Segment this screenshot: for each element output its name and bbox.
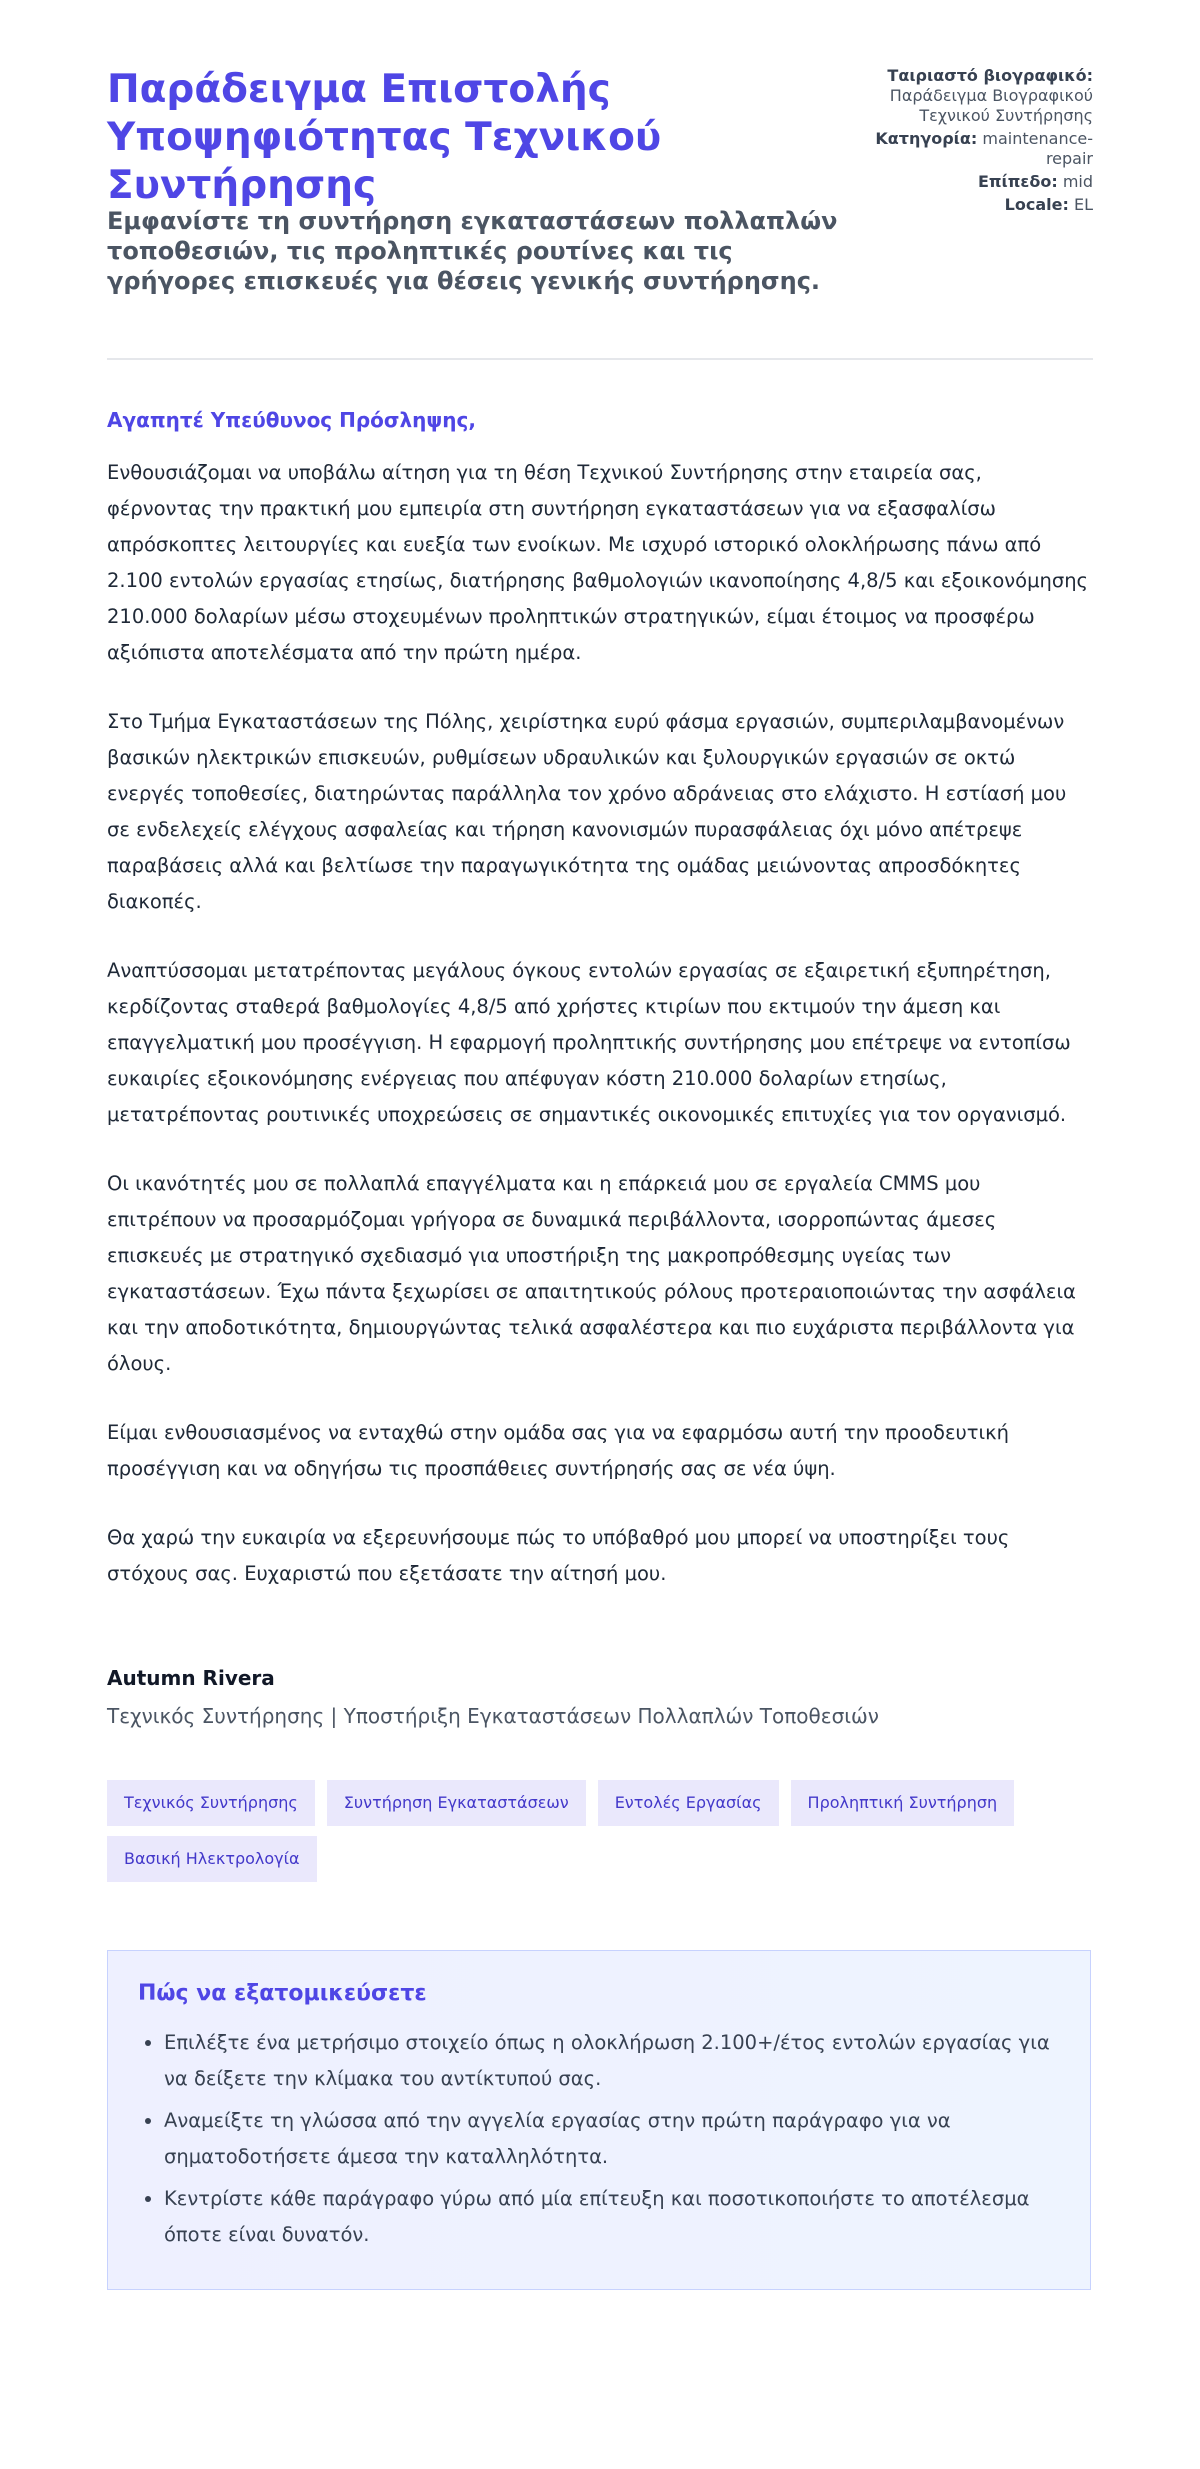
letter-paragraph: Ενθουσιάζομαι να υποβάλω αίτηση για τη θέση Τεχνικού Συντήρησης στην εταιρεία σας, φέρνοντας την πρακτική μου εμπειρία στη συντήρηση εγκαταστάσεων για να εξασφαλίσω απρόσκοπτες λειτουργίες και ευεξία των ενοίκων. Με ισχυρό ιστορικό ολοκλήρωσης πάνω από 2.100 εντολών εργασίας ετησίως, διατήρησης βαθμολογιών ικανοποίησης 4,8/5 και εξοικονόμησης 210.000 δολαρίων μέσω στοχευμένων προληπτικών στρατηγικών, είμαι έτοιμος να προσφέρω αξιόπιστα αποτελέσματα από την πρώτη ημέρα. [107, 461, 1088, 664]
tip-item: • Αναμείξτε τη γλώσσα από την αγγελία εργασίας στην πρώτη παράγραφο για να σηματοδοτήσετε άμεσα την καταλληλότητα. [164, 2103, 1060, 2175]
salutation: Αγαπητέ Υπεύθυνος Πρόσληψης, [107, 408, 476, 432]
letter-paragraph: Θα χαρώ την ευκαιρία να εξερευνήσουμε πώς το υπόβαθρό μου μπορεί να υποστηρίξει τους στόχους σας. Ευχαριστώ που εξετάσατε την αίτησή μου. [107, 1526, 1010, 1585]
letter-body [107, 455, 1093, 1592]
page-title: Παράδειγμα Επιστολής Υποψηφιότητας Τεχνικού Συντήρησης [107, 67, 662, 208]
tag: Τεχνικός Συντήρησης [107, 1780, 315, 1826]
tip-item: • Επιλέξτε ένα μετρήσιμο στοιχείο όπως η ολοκλήρωση 2.100+/έτος εντολών εργασίας για να δείξετε την κλίμακα του αντίκτυπού σας. [164, 2025, 1060, 2097]
customize-tips-list [138, 2025, 1060, 2253]
meta-resume-match-label: Ταιριαστό βιογραφικό: [887, 66, 1093, 85]
header-divider [107, 358, 1093, 360]
meta-locale-label: Locale: [1004, 195, 1069, 214]
meta-resume-match-value: Παράδειγμα Βιογραφικού Τεχνικού Συντήρησης [889, 86, 1093, 125]
meta-category [863, 129, 1093, 169]
meta-panel [863, 66, 1093, 218]
page-subtitle: Εμφανίστε τη συντήρηση εγκαταστάσεων πολλαπλών τοποθεσιών, τις προληπτικές ρουτίνες και τις γρήγορες επισκευές για θέσεις γενικής συντήρησης. [107, 207, 838, 295]
meta-level-label: Επίπεδο: [977, 172, 1058, 191]
tip-item: • Κεντρίστε κάθε παράγραφο γύρω από μία επίτευξη και ποσοτικοποιήστε το αποτέλεσμα όποτε είναι δυνατόν. [164, 2181, 1060, 2253]
tag: Προληπτική Συντήρηση [791, 1780, 1015, 1826]
header [107, 66, 1093, 358]
tag: Βασική Ηλεκτρολογία [107, 1836, 317, 1882]
meta-level [863, 172, 1093, 192]
meta-resume-match [863, 66, 1093, 126]
meta-category-value: maintenance-repair [982, 129, 1093, 168]
customize-tips-box [107, 1950, 1091, 2290]
tag: Εντολές Εργασίας [598, 1780, 779, 1826]
meta-category-label: Κατηγορία: [875, 129, 978, 148]
meta-locale-value: EL [1073, 195, 1093, 214]
meta-level-value: mid [1062, 172, 1093, 191]
letter-paragraph: Στο Τμήμα Εγκαταστάσεων της Πόλης, χειρίστηκα ευρύ φάσμα εργασιών, συμπεριλαμβανομένων βασικών ηλεκτρικών επισκευών, ρυθμίσεων υδραυλικών και ξυλουργικών εργασιών σε οκτώ ενεργές τοποθεσίες, διατηρώντας παράλληλα τον χρόνο αδράνειας στο ελάχιστο. Η εστίασή μου σε ενδελεχείς ελέγχους ασφαλείας και τήρηση κανονισμών πυρασφάλειας όχι μόνο απέτρεψε παραβάσεις αλλά και βελτίωσε την παραγωγικότητα της ομάδας μειώνοντας απροσδόκητες διακοπές. [107, 710, 1067, 913]
meta-locale [863, 195, 1093, 215]
letter-paragraph: Οι ικανότητές μου σε πολλαπλά επαγγέλματα και η επάρκειά μου σε εργαλεία CMMS μου επιτρέπουν να προσαρμόζομαι γρήγορα σε δυναμικά περιβάλλοντα, ισορροπώντας άμεσες επισκευές με στρατηγικό σχεδιασμό για υποστήριξη της μακροπρόθεσμης υγείας των εγκαταστάσεων. Έχω πάντα ξεχωρίσει σε απαιτητικούς ρόλους προτεραιοποιώντας την ασφάλεια και την αποδοτικότητα, δημιουργώντας τελικά ασφαλέστερα και πιο ευχάριστα περιβάλλοντα για όλους. [107, 1172, 1076, 1375]
tag-list [107, 1780, 1093, 1882]
letter-paragraph: Αναπτύσσομαι μετατρέποντας μεγάλους όγκους εντολών εργασίας σε εξαιρετική εξυπηρέτηση, κερδίζοντας σταθερά βαθμολογίες 4,8/5 από χρήστες κτιρίων που εκτιμούν την άμεση και επαγγελματική μου προσέγγιση. Η εφαρμογή προληπτικής συντήρησης μου επέτρεψε να εντοπίσω ευκαιρίες εξοικονόμησης ενέργειας που απέφυγαν κόστη 210.000 δολαρίων ετησίως, μετατρέποντας ρουτινικές υποχρεώσεις σε σημαντικές οικονομικές επιτυχίες για τον οργανισμό. [107, 959, 1071, 1126]
signature [107, 1664, 1093, 1730]
tag: Συντήρηση Εγκαταστάσεων [327, 1780, 586, 1826]
signature-title: Τεχνικός Συντήρησης | Υποστήριξη Εγκαταστάσεων Πολλαπλών Τοποθεσιών [107, 1704, 879, 1728]
cover-letter [107, 66, 1093, 2290]
customize-tips-title: Πώς να εξατομικεύσετε [138, 1981, 427, 2006]
signature-name: Autumn Rivera [107, 1666, 275, 1690]
letter-paragraph: Είμαι ενθουσιασμένος να ενταχθώ στην ομάδα σας για να εφαρμόσω αυτή την προοδευτική προσέγγιση και να οδηγήσω τις προσπάθειες συντήρησής σας σε νέα ύψη. [107, 1421, 1009, 1480]
